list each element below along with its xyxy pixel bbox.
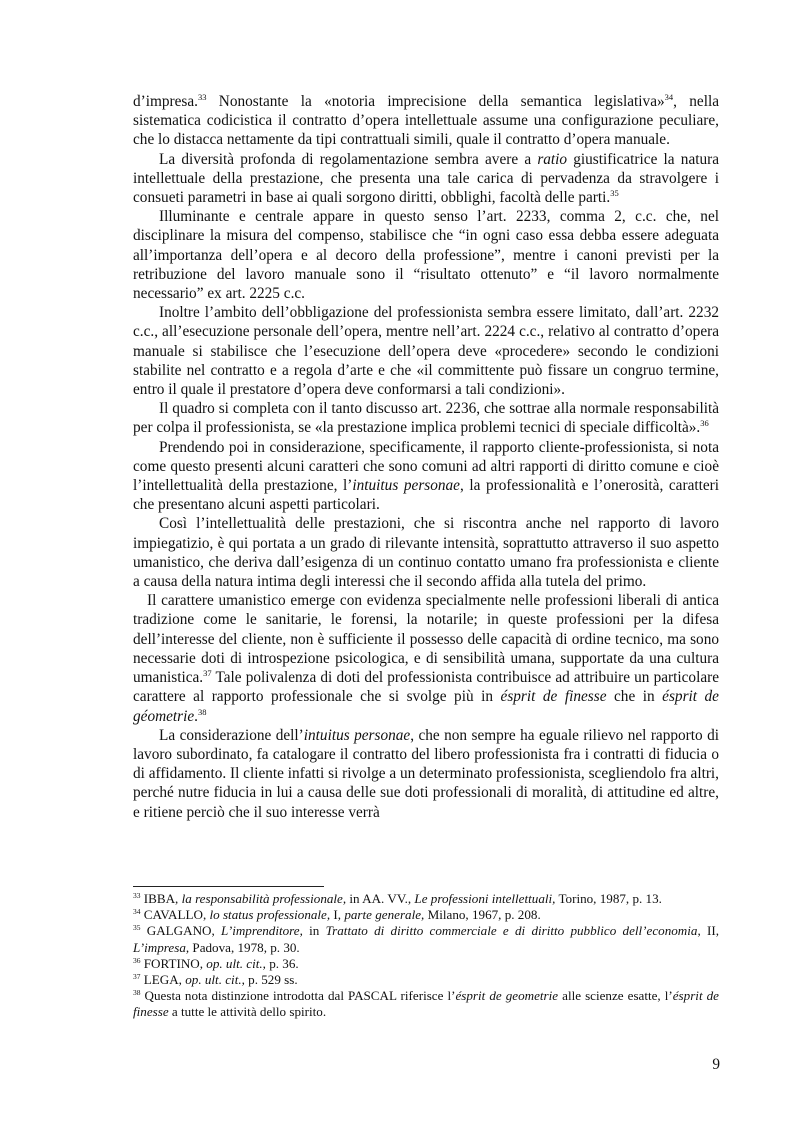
paragraph — [133, 303, 719, 399]
text-run: p. 529 ss. — [244, 972, 298, 988]
text-run: , la professionalità e l’onerosità, caratteri che presentano alcuni aspetti particolari. — [133, 477, 719, 514]
text-run: Nonostante la «notoria imprecisione della semantica legislativa» — [206, 93, 665, 110]
footnote-ref: 38 — [133, 988, 141, 998]
footnote-ref: 34 — [664, 92, 674, 102]
text-run: Padova, 1978, p. 30. — [189, 939, 300, 955]
footnote-ref: 37 — [203, 668, 212, 679]
text-run: CAVALLO, — [140, 907, 210, 923]
footnote-ref: 38 — [198, 706, 207, 717]
text-run: LEGA, — [140, 972, 186, 988]
paragraph — [133, 92, 719, 150]
italic-text: op. ult. cit., — [185, 972, 245, 988]
text-run: , nella sistematica codicistica il contratto d’opera intellettuale assume una configurazione peculiare, che lo distacca nettamente da tipi contrattuali simili, quale il contratto d’opera manuale. — [133, 93, 719, 149]
text-run: FORTINO, — [140, 955, 207, 971]
italic-text: L’imprenditore, — [221, 923, 303, 939]
italic-text: intuitus personae — [352, 477, 460, 495]
text-run: alle scienze esatte, l’ — [558, 988, 673, 1004]
text-run: La considerazione dell’ — [159, 726, 304, 744]
paragraph — [133, 207, 719, 303]
text-run: Torino, 1987, p. 13. — [555, 891, 662, 906]
text-run: Tale polivalenza di doti del professionista contribuisce ad attribuire un particolare carattere al rapporto professionale che si svolge più in — [133, 669, 719, 706]
text-run: Milano, 1967, p. 208. — [424, 907, 541, 923]
body-text — [133, 92, 719, 822]
footnotes — [133, 891, 719, 1021]
italic-text: la responsabilità professionale, — [181, 891, 347, 906]
italic-text: ésprit de finesse — [133, 988, 719, 1020]
text-run: giustificatrice la natura intellettuale della prestazione, che presenta una tale carica di pervadenza da stravolgere i consueti parametri in base ai quali sorgono diritti, obblighi, facoltà delle parti. — [133, 150, 720, 207]
text-run: a tutte le attività dello spirito. — [168, 1004, 327, 1020]
footnote-ref: 35 — [133, 923, 141, 933]
page-number: 9 — [712, 1056, 720, 1073]
italic-text: ésprit de finesse — [500, 688, 607, 706]
text-run: Il quadro si completa con il tanto discusso art. 2236, che sottrae alla normale responsabilità per colpa il professionista, se «la prestazione implica problemi tecnici di speciale difficoltà». — [133, 400, 719, 437]
footnote — [133, 923, 719, 955]
footnote-ref: 33 — [198, 92, 207, 102]
italic-text: ésprit de geometrie — [455, 988, 559, 1004]
footnote-ref: 35 — [610, 188, 619, 199]
text-run: . — [194, 707, 198, 725]
text-run: IBBA, — [140, 891, 182, 906]
text-run: Inoltre l’ambito dell’obbligazione del professionista sembra essere limitato, dall’art. 2232 c.c., all’esecuzione personale dell’opera, mentre nell’art. 2224 c.c., relativo al contratto d’opera manuale si stabilisce che l’esecuzione dell’opera deve «procedere» secondo le condizioni stabilite nel contratto e a regola d’arte e che «il committente può fissare un congruo termine, entro il quale il prestatore d’opera deve conformarsi a tali condizioni». — [133, 304, 719, 399]
footnote-ref: 34 — [133, 907, 141, 917]
text-run: Il carattere umanistico emerge con evidenza specialmente nelle professioni liberali di antica tradizione come le sanitarie, le forensi, la notarile; in queste professioni per la difesa dell’interesse del cliente, non è sufficiente il possesso delle capacità di ordine tecnico, ma sono necessarie doti di introspezione psicologica, e di sensibilità umana, supportate da una cultura umanistica. — [133, 592, 719, 687]
text-run: , che non sempre ha eguale rilievo nel rapporto di lavoro subordinato, fa catalogare il contratto del libero professionista fra i contratti di fiducia o di affidamento. Il cliente infatti si rivolge a un determinato professionista, scegliendolo fra altri, perché nutre fiducia in lui a causa delle sue doti professionali di moralità, di attitudine ed altre, e ritiene perciò che il suo interesse verrà — [133, 726, 719, 821]
footnote — [133, 956, 719, 972]
paragraph — [133, 726, 719, 822]
italic-text: ratio — [537, 150, 568, 168]
italic-text: intuitus personae — [303, 726, 411, 744]
text-run: I, — [330, 907, 345, 923]
footnote — [133, 988, 719, 1020]
text-run: II, — [700, 923, 719, 939]
italic-text: Le professioni intellettuali, — [414, 891, 556, 906]
footnote-ref: 37 — [133, 972, 141, 982]
text-run: Questa nota distinzione introdotta dal PASCAL riferisce l’ — [140, 988, 456, 1004]
text-run: in — [302, 923, 326, 939]
italic-text: Trattato di diritto commerciale e di diritto pubblico dell’economia, — [325, 923, 701, 939]
italic-text: parte generale, — [344, 907, 425, 923]
text-run: Così l’intellettualità delle prestazioni, che si riscontra anche nel rapporto di lavoro impiegatizio, è qui portata a un grado di rilevante intensità, soprattutto attraverso il suo aspetto umanistico, che deriva dall’esigenza di un continuo contatto umano fra professionista e cliente a causa della natura intima degli interessi che il secondo affida alla tutela del primo. — [133, 515, 719, 591]
footnote — [133, 891, 719, 907]
footnote-ref: 33 — [133, 891, 141, 900]
text-run: che in — [606, 688, 663, 706]
footnote — [133, 907, 719, 923]
text-run: La diversità profonda di regolamentazione sembra avere a — [159, 150, 538, 168]
text-run: d’impresa. — [133, 93, 198, 110]
text-run: GALGANO, — [140, 923, 222, 939]
footnote-ref: 36 — [700, 418, 709, 429]
italic-text: lo status professionale, — [209, 907, 331, 923]
italic-text: L’impresa, — [133, 939, 190, 955]
text-run: Illuminante e centrale appare in questo senso l’art. 2233, comma 2, c.c. che, nel disciplinare la misura del compenso, stabilisce che “in ogni caso essa debba essere adeguata all’importanza dell’opera e al decoro della professione”, mentre i canoni previsti per la retribuzione del lavoro manuale sono il “risultato ottenuto” e “il lavoro normalmente necessario” ex art. 2225 c.c. — [133, 208, 719, 303]
text-run: in AA. VV., — [346, 891, 415, 906]
paragraph — [133, 399, 719, 437]
paragraph — [133, 150, 719, 208]
italic-text: ésprit de géometrie — [133, 688, 719, 725]
footnote-separator — [133, 886, 324, 887]
paragraph — [133, 514, 719, 591]
footnote — [133, 972, 719, 988]
italic-text: op. ult. cit., — [206, 955, 266, 971]
paragraph — [133, 591, 719, 725]
text-run: p. 36. — [265, 955, 299, 971]
paragraph — [133, 438, 719, 515]
text-run: Prendendo poi in considerazione, specificamente, il rapporto cliente-professionista, si nota come questo presenti alcuni caratteri che sono comuni ad altri rapporti di diritto comune e cioè l’intellettualità della prestazione, l’ — [133, 438, 719, 495]
footnote-ref: 36 — [133, 955, 141, 965]
